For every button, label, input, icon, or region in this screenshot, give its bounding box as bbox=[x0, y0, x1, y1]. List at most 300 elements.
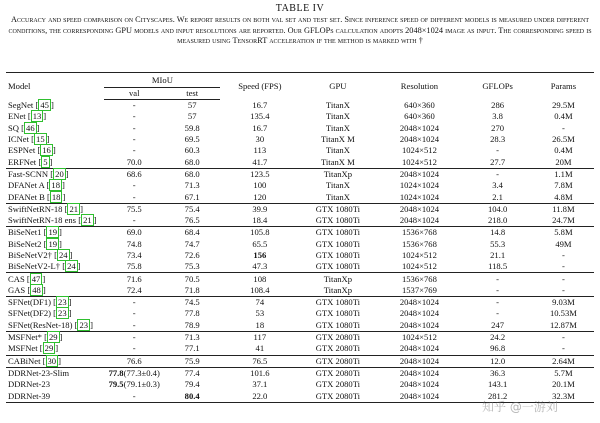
cell-gflops-text: 28.3 bbox=[490, 134, 506, 145]
cell-resolution-text: 2048×1024 bbox=[399, 379, 440, 390]
model-name: ENet bbox=[8, 111, 26, 122]
cell-gpu bbox=[299, 156, 376, 168]
cell-gpu bbox=[299, 134, 376, 145]
model-name: SFNet(DF1) bbox=[8, 297, 51, 308]
header-model: Model bbox=[6, 73, 104, 100]
test-value: 79.4 bbox=[184, 379, 200, 390]
cell-gflops bbox=[462, 285, 533, 297]
cell-val bbox=[104, 355, 164, 367]
cell-params bbox=[533, 320, 594, 332]
cell-params-text: 1.1M bbox=[554, 168, 573, 179]
cell-speed-text: 18.4 bbox=[252, 215, 268, 226]
cell-resolution-text: 2048×1024 bbox=[399, 168, 440, 179]
citation-link[interactable]: 23 bbox=[79, 319, 89, 330]
cell-resolution bbox=[377, 145, 463, 156]
cell-params-text: - bbox=[562, 261, 565, 272]
cell-gflops bbox=[462, 215, 533, 227]
val-value: 70.0 bbox=[126, 156, 142, 167]
cell-val bbox=[104, 331, 164, 343]
test-value: 74.5 bbox=[184, 297, 200, 308]
cell-gpu-text: GTX 2080Ti bbox=[315, 367, 361, 378]
cell-gflops-text: - bbox=[496, 273, 500, 284]
citation-link[interactable]: 46 bbox=[26, 122, 35, 133]
cell-params-text: - bbox=[562, 343, 565, 354]
test-value: 76.5 bbox=[184, 215, 200, 226]
cell-test bbox=[164, 168, 220, 180]
cell-val bbox=[104, 111, 164, 122]
cell-params bbox=[533, 355, 594, 367]
cell-resolution-text: 2048×1024 bbox=[399, 215, 440, 226]
cell-gpu bbox=[299, 168, 376, 180]
cell-gpu bbox=[299, 203, 376, 215]
cell-resolution-text: 2048×1024 bbox=[399, 343, 440, 354]
cell-resolution-text: 2048×1024 bbox=[399, 390, 440, 401]
cell-speed-text: 41 bbox=[255, 343, 265, 354]
table-body bbox=[6, 100, 594, 403]
cell-test bbox=[164, 100, 220, 112]
cell-speed bbox=[220, 285, 299, 297]
cell-gpu-text: GTX 2080Ti bbox=[315, 332, 361, 343]
cell-test bbox=[164, 250, 220, 261]
citation-link[interactable]: 16 bbox=[42, 145, 51, 156]
cell-gpu-text: TitanX bbox=[325, 180, 350, 191]
cell-params bbox=[533, 168, 594, 180]
test-value: 75.4 bbox=[184, 203, 200, 214]
cell-params bbox=[533, 297, 594, 309]
val-value: 68.6 bbox=[126, 168, 142, 179]
model-name: BiSeNet1 bbox=[8, 227, 42, 238]
cell-params-text: 0.4M bbox=[554, 145, 573, 156]
test-value: 60.3 bbox=[184, 145, 200, 156]
citation-link[interactable]: 29 bbox=[44, 343, 54, 354]
cell-params-text: 10.53M bbox=[549, 308, 577, 319]
cell-model: SQ [ 46 ] bbox=[8, 122, 40, 133]
cell-speed-text: 120 bbox=[253, 191, 267, 202]
cell-resolution-text: 2048×1024 bbox=[399, 319, 440, 330]
cell-params bbox=[533, 156, 594, 168]
cell-model: BiSeNetV2-L† [ 24 ] bbox=[8, 261, 81, 272]
table-row bbox=[6, 308, 594, 319]
header-gflops: GFLOPs bbox=[462, 73, 533, 100]
cell-test bbox=[164, 261, 220, 273]
cell-test bbox=[164, 215, 220, 227]
table-row bbox=[6, 273, 594, 285]
cell-val bbox=[104, 285, 164, 297]
cell-resolution bbox=[377, 191, 463, 203]
model-name: Fast-SCNN bbox=[8, 168, 49, 179]
cell-val bbox=[104, 123, 164, 134]
cell-gpu bbox=[299, 145, 376, 156]
cell-params-text: 5.7M bbox=[554, 367, 573, 378]
cell-resolution bbox=[377, 250, 463, 261]
cell-resolution-text: 2048×1024 bbox=[399, 308, 440, 319]
cell-resolution-text: 2048×1024 bbox=[399, 367, 440, 378]
cell-val bbox=[104, 367, 164, 379]
comparison-table bbox=[6, 72, 594, 403]
cell-speed bbox=[220, 273, 299, 285]
cell-gflops bbox=[462, 123, 533, 134]
cell-model bbox=[6, 390, 104, 402]
cell-val bbox=[104, 215, 164, 227]
cell-speed bbox=[220, 355, 299, 367]
cell-speed-text: 117 bbox=[253, 332, 267, 343]
val-extra: (77.3±0.4) bbox=[123, 367, 160, 378]
val-value: - bbox=[132, 319, 136, 330]
cell-val bbox=[104, 297, 164, 309]
citation-link[interactable]: 48 bbox=[32, 284, 41, 295]
cell-gflops-text: - bbox=[496, 297, 500, 308]
model-name: SQ bbox=[8, 122, 19, 133]
cell-params-text: - bbox=[562, 250, 565, 260]
cell-model: ICNet [ 15 ] bbox=[8, 134, 50, 145]
citation-link[interactable]: 23 bbox=[58, 297, 67, 308]
cell-model bbox=[6, 379, 104, 390]
cell-resolution bbox=[377, 379, 463, 390]
val-value: 76.6 bbox=[126, 355, 142, 366]
cell-gpu-text: GTX 1080Ti bbox=[315, 308, 361, 319]
cell-gflops bbox=[462, 297, 533, 309]
cell-speed-text: 41.7 bbox=[252, 156, 268, 167]
cell-gpu bbox=[299, 180, 376, 191]
cell-resolution bbox=[377, 180, 463, 191]
cell-val bbox=[104, 191, 164, 203]
cell-speed bbox=[220, 331, 299, 343]
cell-test bbox=[164, 203, 220, 215]
cell-gflops-text: - bbox=[496, 308, 500, 319]
cell-params bbox=[533, 111, 594, 122]
val-value: - bbox=[132, 332, 136, 343]
cell-speed bbox=[220, 156, 299, 168]
cell-val bbox=[104, 180, 164, 191]
model-name: SwiftNetRN-18 bbox=[8, 203, 63, 214]
cell-resolution bbox=[377, 168, 463, 180]
cell-params bbox=[533, 134, 594, 145]
citation-link[interactable]: 21 bbox=[69, 203, 79, 214]
cell-params bbox=[533, 261, 594, 273]
cell-model: BiSeNetV2† [ 24 ] bbox=[8, 250, 73, 260]
cell-speed-text: 16.7 bbox=[252, 99, 268, 110]
cell-model: DFANet B [ 18 ] bbox=[8, 191, 66, 202]
header-params: Params bbox=[533, 73, 594, 100]
cell-params-text: 20M bbox=[555, 156, 572, 167]
test-value: 75.3 bbox=[184, 261, 200, 272]
cell-test bbox=[164, 134, 220, 145]
cell-gflops-text: 55.3 bbox=[490, 238, 506, 249]
cell-gflops bbox=[462, 111, 533, 122]
cell-speed-text: 18 bbox=[255, 319, 265, 330]
cell-speed-text: 135.4 bbox=[250, 111, 270, 122]
cell-params-text: 9.03M bbox=[552, 297, 575, 308]
cell-params bbox=[533, 191, 594, 203]
cell-speed bbox=[220, 168, 299, 180]
cell-val bbox=[104, 343, 164, 355]
cell-resolution bbox=[377, 355, 463, 367]
cell-params bbox=[533, 100, 594, 112]
citation-link[interactable]: 24 bbox=[67, 261, 76, 272]
cell-params-text: 26.5M bbox=[552, 134, 575, 145]
cell-gpu bbox=[299, 297, 376, 309]
cell-params bbox=[533, 123, 594, 134]
cell-val bbox=[104, 239, 164, 250]
cell-resolution-text: 1536×768 bbox=[401, 227, 437, 238]
cell-speed-text: 123.5 bbox=[250, 168, 270, 179]
model-name: CABiNet bbox=[8, 355, 41, 366]
cell-speed-text: 74 bbox=[255, 297, 265, 308]
cell-speed-text: 113 bbox=[253, 145, 267, 156]
cell-resolution bbox=[377, 390, 463, 402]
cell-gflops-text: 24.2 bbox=[490, 332, 506, 343]
cell-gpu bbox=[299, 227, 376, 239]
cell-gpu-text: TitanX bbox=[325, 111, 350, 122]
cell-params bbox=[533, 285, 594, 297]
cell-gpu-text: TitanX bbox=[325, 191, 350, 202]
val-value: - bbox=[132, 191, 136, 202]
cell-speed bbox=[220, 180, 299, 191]
cell-params-text: 4.8M bbox=[554, 191, 573, 202]
citation-link[interactable]: 15 bbox=[36, 134, 45, 145]
test-value: 80.4 bbox=[184, 390, 200, 401]
citation-link[interactable]: 20 bbox=[55, 168, 64, 179]
cell-gpu-text: TitanXp bbox=[323, 284, 353, 295]
val-value: - bbox=[132, 100, 136, 111]
cell-test bbox=[164, 320, 220, 332]
cell-gflops bbox=[462, 180, 533, 191]
cell-model: CABiNet [ 30 ] bbox=[6, 355, 104, 367]
cell-resolution bbox=[377, 343, 463, 355]
cell-resolution bbox=[377, 203, 463, 215]
cell-params bbox=[533, 250, 594, 261]
cell-resolution-text: 1024×512 bbox=[401, 250, 437, 260]
test-value: 69.5 bbox=[184, 134, 200, 145]
val-value: 71.6 bbox=[126, 273, 142, 284]
citation-link[interactable]: 29 bbox=[48, 332, 58, 343]
cell-test bbox=[164, 379, 220, 390]
table-row bbox=[6, 111, 594, 122]
citation-link[interactable]: 23 bbox=[58, 308, 67, 319]
cell-gflops bbox=[462, 343, 533, 355]
cell-test bbox=[164, 367, 220, 379]
model-name: BiSeNetV2† bbox=[8, 250, 52, 260]
table-row bbox=[6, 180, 594, 191]
cell-params bbox=[533, 239, 594, 250]
cell-resolution bbox=[377, 320, 463, 332]
cell-gflops bbox=[462, 261, 533, 273]
cell-params-text: 11.8M bbox=[552, 203, 575, 214]
cell-resolution bbox=[377, 285, 463, 297]
cell-val bbox=[104, 308, 164, 319]
cell-resolution bbox=[377, 261, 463, 273]
cell-resolution bbox=[377, 367, 463, 379]
cell-speed bbox=[220, 134, 299, 145]
cell-gflops bbox=[462, 320, 533, 332]
cell-gflops bbox=[462, 273, 533, 285]
test-value: 57 bbox=[187, 111, 197, 122]
val-value: - bbox=[132, 343, 136, 354]
cell-val bbox=[104, 227, 164, 239]
cell-gpu-text: GTX 1080Ti bbox=[315, 238, 361, 249]
cell-speed bbox=[220, 100, 299, 112]
header-miou: MIoU bbox=[104, 73, 220, 88]
cell-test bbox=[164, 297, 220, 309]
citation-link[interactable]: 21 bbox=[83, 215, 92, 226]
table-caption: Accuracy and speed comparison on Cityscapes. We report results on both val set and test set. Since inference speed of different models is measured under different conditions, the corresponding GPU models and input resolutions are reported. Our GFLOPs calculation adopts 2048×1024 image as input. The corresponding speed is measured using TensorRT acceleration if the method is marked with † bbox=[8, 15, 592, 46]
cell-speed-text: 16.7 bbox=[252, 122, 268, 133]
cell-speed bbox=[220, 320, 299, 332]
cell-gflops-text: 247 bbox=[491, 319, 505, 330]
cell-gpu bbox=[299, 343, 376, 355]
cell-resolution bbox=[377, 111, 463, 122]
cell-test bbox=[164, 331, 220, 343]
citation-link[interactable]: 24 bbox=[58, 250, 68, 260]
test-value: 68.0 bbox=[184, 168, 200, 179]
model-name: MSFNet bbox=[8, 343, 38, 354]
cell-gpu-text: GTX 1080Ti bbox=[315, 203, 361, 214]
cell-speed bbox=[220, 191, 299, 203]
cell-gflops-text: 14.8 bbox=[490, 227, 506, 238]
cell-params-text: 24.7M bbox=[552, 215, 575, 226]
cell-gpu bbox=[299, 355, 376, 367]
table-row bbox=[6, 285, 594, 297]
table-row bbox=[6, 239, 594, 250]
cell-gflops bbox=[462, 379, 533, 390]
val-value: 75.8 bbox=[126, 261, 142, 272]
table-row bbox=[6, 203, 594, 215]
test-value: 71.3 bbox=[184, 332, 200, 343]
cell-gpu bbox=[299, 320, 376, 332]
cell-gpu bbox=[299, 100, 376, 112]
table-row bbox=[6, 168, 594, 180]
cell-speed-text: 76.5 bbox=[252, 355, 268, 366]
model-name: DDRNet-39 bbox=[8, 390, 51, 401]
val-value: - bbox=[132, 145, 136, 156]
cell-params-text: - bbox=[562, 284, 565, 295]
model-name: DFANet A bbox=[8, 180, 45, 191]
cell-model bbox=[6, 367, 104, 379]
model-name: DFANet B bbox=[8, 191, 45, 202]
citation-link[interactable]: 30 bbox=[47, 355, 57, 366]
cell-gflops-text: 218.0 bbox=[487, 215, 508, 226]
cell-resolution-text: 640×360 bbox=[404, 111, 435, 122]
cell-speed bbox=[220, 250, 299, 261]
cell-speed-text: 108.4 bbox=[250, 284, 270, 295]
cell-gpu-text: TitanX bbox=[325, 122, 350, 133]
table-row bbox=[6, 156, 594, 168]
cell-test bbox=[164, 285, 220, 297]
cell-gpu bbox=[299, 191, 376, 203]
cell-model: MSFNet [ 29 ] bbox=[8, 343, 59, 354]
header-gpu: GPU bbox=[299, 73, 376, 100]
cell-test bbox=[164, 239, 220, 250]
cell-gflops bbox=[462, 308, 533, 319]
cell-gpu bbox=[299, 308, 376, 319]
cell-gflops bbox=[462, 168, 533, 180]
citation-link[interactable]: 18 bbox=[51, 180, 60, 191]
cell-test bbox=[164, 156, 220, 168]
citation-link[interactable]: 19 bbox=[48, 227, 58, 238]
citation-link[interactable]: 18 bbox=[51, 191, 61, 202]
cell-val bbox=[104, 134, 164, 145]
citation-link[interactable]: 47 bbox=[31, 273, 41, 284]
table-row bbox=[6, 123, 594, 134]
cell-val bbox=[104, 250, 164, 261]
cell-val bbox=[104, 168, 164, 180]
cell-resolution bbox=[377, 239, 463, 250]
cell-model: DFANet A [ 18 ] bbox=[8, 180, 65, 191]
cell-resolution-text: 1024×512 bbox=[401, 261, 437, 272]
cell-gpu-text: GTX 1080Ti bbox=[315, 261, 361, 272]
table-row bbox=[6, 134, 594, 145]
cell-val bbox=[104, 156, 164, 168]
cell-gpu-text: TitanX M bbox=[320, 156, 355, 167]
cell-gpu-text: GTX 2080Ti bbox=[315, 355, 361, 366]
table-row bbox=[6, 191, 594, 203]
cell-params bbox=[533, 273, 594, 285]
model-name: CAS bbox=[8, 273, 25, 284]
cell-gpu-text: GTX 1080Ti bbox=[315, 215, 361, 226]
cell-gflops-text: 286 bbox=[491, 99, 505, 110]
test-value: 71.3 bbox=[184, 180, 200, 191]
model-name: ERFNet bbox=[8, 156, 37, 167]
cell-gpu-text: TitanX bbox=[325, 99, 350, 110]
test-value: 77.4 bbox=[184, 367, 200, 378]
cell-gflops-text: 3.8 bbox=[492, 111, 503, 122]
cell-params bbox=[533, 203, 594, 215]
test-value: 59.8 bbox=[184, 122, 200, 133]
table-row bbox=[6, 100, 594, 112]
cell-params bbox=[533, 145, 594, 156]
cell-resolution-text: 2048×1024 bbox=[399, 355, 440, 366]
citation-link[interactable]: 5 bbox=[43, 156, 48, 167]
cell-model: SFNet(DF1) [ 23 ] bbox=[6, 297, 104, 309]
cell-params-text: - bbox=[562, 122, 565, 133]
test-value: 68.0 bbox=[184, 156, 200, 167]
header-resolution: Resolution bbox=[377, 73, 463, 100]
citation-link[interactable]: 13 bbox=[32, 111, 42, 122]
cell-gpu-text: GTX 1080Ti bbox=[315, 319, 361, 330]
cell-gpu-text: GTX 1080Ti bbox=[315, 297, 361, 308]
cell-gpu-text: TitanX bbox=[325, 145, 350, 156]
cell-params-text: 5.8M bbox=[554, 227, 573, 238]
cell-speed bbox=[220, 203, 299, 215]
cell-speed-text: 53 bbox=[255, 308, 265, 319]
model-name: SegNet bbox=[8, 99, 34, 110]
val-value: - bbox=[132, 134, 136, 145]
cell-test bbox=[164, 123, 220, 134]
cell-speed bbox=[220, 111, 299, 122]
cell-speed-text: 39.9 bbox=[252, 203, 268, 214]
cell-params bbox=[533, 215, 594, 227]
cell-speed bbox=[220, 261, 299, 273]
citation-link[interactable]: 45 bbox=[40, 99, 49, 110]
cell-resolution-text: 1024×1024 bbox=[399, 180, 440, 191]
citation-link[interactable]: 19 bbox=[48, 238, 58, 249]
cell-speed bbox=[220, 367, 299, 379]
cell-model: SFNet(ResNet-18) [ 23 ] bbox=[8, 319, 93, 330]
val-value: - bbox=[132, 308, 136, 319]
cell-params-text: - bbox=[562, 273, 565, 284]
cell-speed-text: 37.1 bbox=[252, 379, 268, 390]
cell-model: ESPNet [ 16 ] bbox=[8, 145, 56, 156]
cell-gflops bbox=[462, 134, 533, 145]
cell-model: GAS [ 48 ] bbox=[8, 284, 46, 295]
val-value: - bbox=[132, 122, 136, 133]
cell-model: MSFNet* [ 29 ] bbox=[6, 331, 104, 343]
test-value: 68.4 bbox=[184, 227, 200, 238]
cell-params-text: - bbox=[562, 332, 565, 343]
test-value: 77.1 bbox=[184, 343, 200, 354]
cell-gpu bbox=[299, 367, 376, 379]
cell-gpu bbox=[299, 331, 376, 343]
